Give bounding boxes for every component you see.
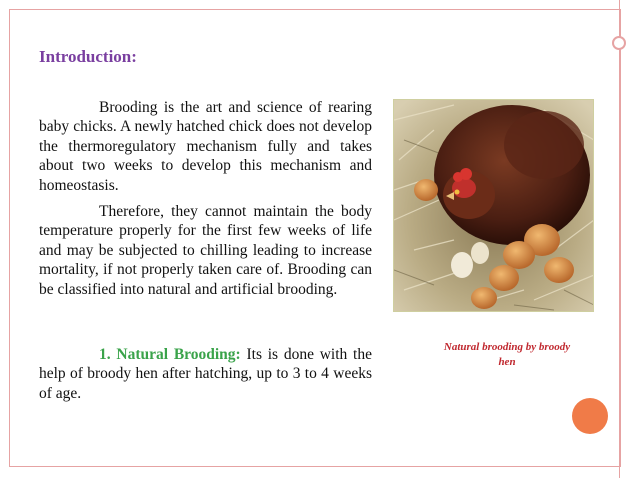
hen-with-chicks-photo (393, 99, 594, 312)
slide-heading: Introduction: (39, 47, 137, 66)
intro-paragraph-1 (39, 98, 372, 195)
natural-brooding-text: Its is done with the help of broody hen after hatching, up to 3 to 4 weeks of age. (39, 346, 372, 402)
right-rule (619, 0, 620, 478)
paragraph-1-text: Brooding is the art and science of rearing baby chicks. A newly hatched chick does not develop the thermoregulatory mechanism fully and takes about two weeks to develop this mechanism and homeostasis. (39, 99, 372, 194)
intro-paragraph-2 (39, 202, 372, 299)
natural-brooding-paragraph (39, 345, 372, 403)
natural-brooding-label: 1. Natural Brooding: (99, 346, 241, 363)
paragraph-2-text: Therefore, they cannot maintain the body temperature properly for the first few weeks of life and may be subjected to chilling leading to increase mortality, if not properly taken care of. Brooding can be classified into natural and artificial brooding. (39, 203, 372, 298)
photo-caption: Natural brooding by broody hen (443, 341, 571, 368)
decorative-circle-orange (572, 398, 608, 434)
hen-photo-illustration (394, 100, 594, 312)
decorative-circle-outline (612, 36, 626, 50)
